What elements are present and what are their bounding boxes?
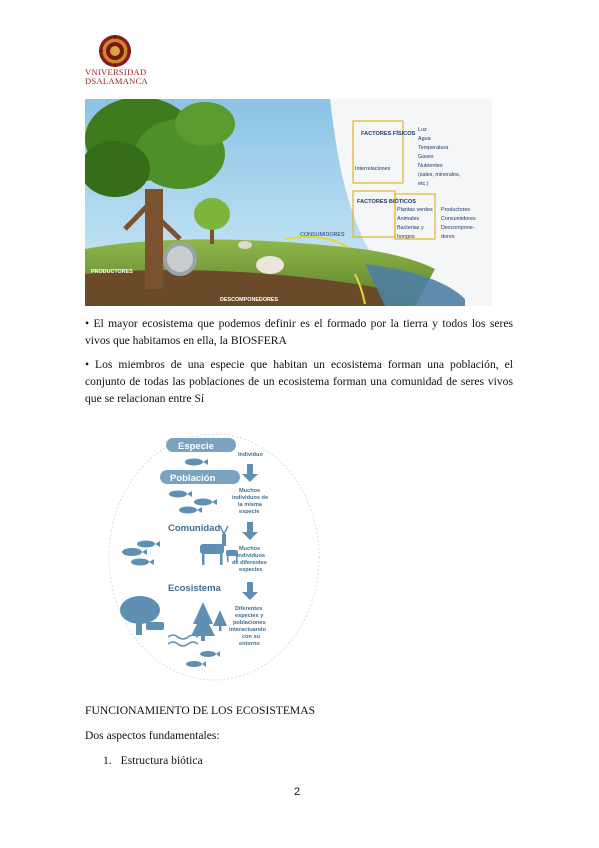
factores-bioticos-label: FACTORES BIÓTICOS (357, 199, 416, 205)
desc-poblacion-0: Muchos (239, 488, 261, 494)
paragraph-biosfera (85, 315, 513, 349)
biosfera-term: BIOSFERA (230, 334, 287, 347)
roles-item-0: Productores (441, 207, 471, 213)
logo-text-line1: VNIVERSIDAD (85, 67, 147, 77)
desc-comunidad-3: especies (239, 567, 263, 573)
roles-item-3: dores (441, 234, 455, 240)
desc-ecosistema-5: entorno (239, 641, 260, 647)
descomponedores-label: DESCOMPONEDORES (220, 297, 279, 303)
desc-ecosistema-4: con su (242, 634, 261, 640)
desc-poblacion-2: la misma (238, 502, 262, 508)
bioticos-item-2: Bacterias y (397, 225, 424, 231)
paragraph-poblacion-text: • Los miembros de una especie que habitan un ecosistema forman una población, el conjunto de todas las poblaciones de un ecosistema forman una comunidad de seres vivos que se relacionan entre Sí (85, 358, 513, 405)
desc-ecosistema-1: especies y (235, 613, 264, 619)
fisicos-item-5: (sales, minerales, (418, 172, 461, 178)
level-especie: Especie (178, 441, 214, 452)
university-logo (85, 34, 148, 86)
roles-item-2: Descompone- (441, 225, 475, 231)
section-intro: Dos aspectos fundamentales: (85, 729, 220, 742)
university-seal-icon (85, 34, 145, 68)
logo-text-line2: DSALAMANCA (85, 76, 148, 86)
interrelaciones-label: Interrelaciones (355, 166, 391, 172)
desc-ecosistema-3: interactuando (229, 627, 266, 633)
desc-comunidad-1: individuos (237, 553, 265, 559)
desc-ecosistema-0: Diferentes (235, 606, 263, 612)
list-item (103, 752, 203, 769)
fisicos-item-6: etc.) (418, 181, 429, 187)
fisicos-item-4: Nutrientes (418, 163, 443, 169)
desc-ecosistema-2: poblaciones (233, 620, 266, 626)
productores-label: PRODUCTORES (91, 269, 133, 275)
desc-poblacion-1: individuos de (232, 495, 269, 501)
bioticos-item-0: Plantas verdes (397, 207, 433, 213)
fisicos-item-0: Luz (418, 127, 427, 133)
list-item-text: Estructura biótica (120, 754, 203, 767)
paragraph-poblacion (85, 356, 513, 407)
roles-item-1: Consumidores (441, 216, 476, 222)
level-comunidad: Comunidad (168, 523, 221, 534)
level-ecosistema: Ecosistema (168, 583, 221, 594)
list-item-number: 1. (103, 754, 112, 767)
desc-poblacion-3: especie (239, 509, 260, 515)
ecosystem-illustration (85, 99, 492, 306)
paragraph-biosfera-text: • El mayor ecosistema que podemos definir es el formado por la tierra y todos los seres vivos que habitamos en ella, la (85, 317, 513, 347)
fisicos-item-1: Agua (418, 136, 431, 142)
page-number: 2 (294, 786, 301, 798)
desc-comunidad-0: Muchos (239, 546, 261, 552)
bioticos-item-3: hongos (397, 234, 415, 240)
fisicos-item-2: Temperatura (418, 145, 449, 151)
fisicos-item-3: Gases (418, 154, 434, 160)
section-heading: FUNCIONAMIENTO DE LOS ECOSISTEMAS (85, 704, 316, 717)
desc-especie-0: Individuo (238, 452, 263, 458)
desc-comunidad-2: de diferentes (232, 560, 267, 566)
consumidores-label: CONSUMIDORES (300, 232, 345, 238)
organization-levels-diagram (108, 432, 320, 682)
factores-fisicos-label: FACTORES FÍSICOS (361, 131, 416, 137)
level-poblacion: Población (170, 473, 216, 484)
bioticos-item-1: Animales (397, 216, 420, 222)
